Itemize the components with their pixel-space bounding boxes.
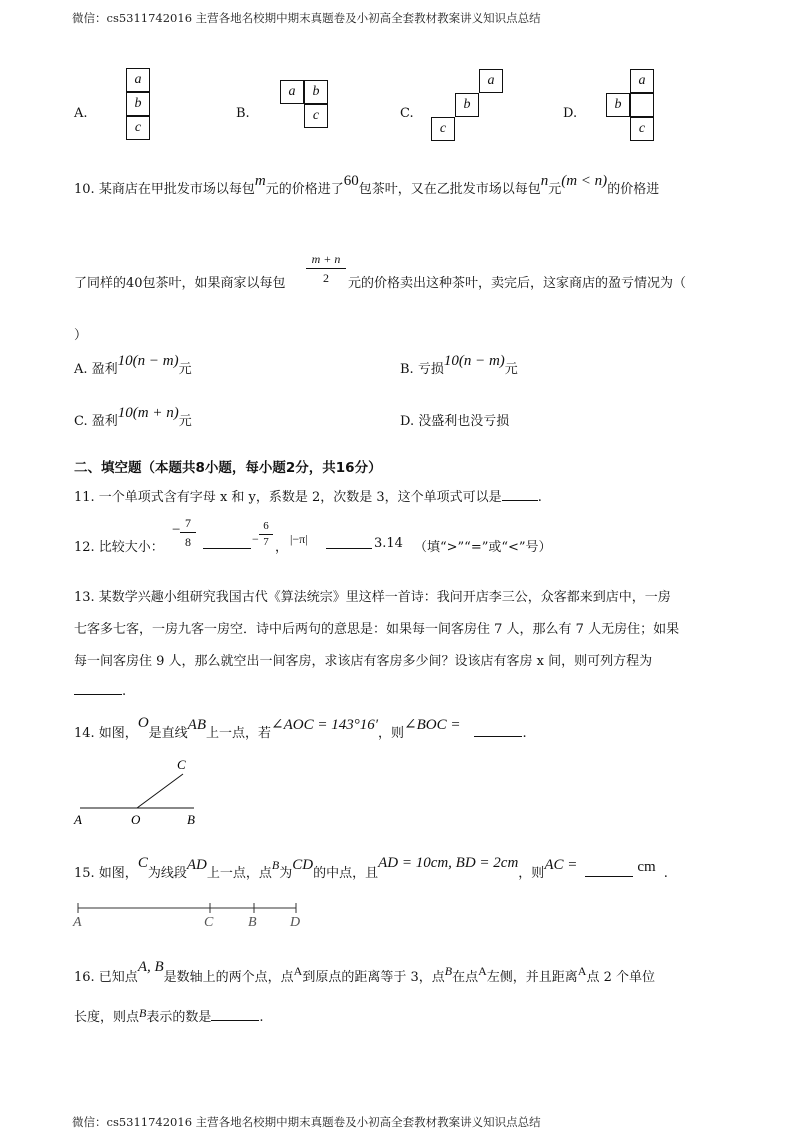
q16-end: . xyxy=(259,1010,264,1025)
q15-text-3: 为 xyxy=(279,866,293,881)
q10-option-c-expr: 10(m + n) xyxy=(117,405,179,421)
q12-value: 3.14 xyxy=(374,536,403,551)
q16-text-3: 在点 xyxy=(452,970,479,985)
q9-a-cell-b: b xyxy=(126,92,150,116)
q15-prefix: 15. 如图， xyxy=(74,866,138,881)
q15-answer-blank[interactable] xyxy=(585,864,633,877)
q15-line xyxy=(74,855,668,882)
q9-a-cell-c: c xyxy=(126,116,150,140)
q9-option-b-label: B. xyxy=(236,106,250,121)
q9-b-cell-c: c xyxy=(304,104,328,128)
q9-c-cell-b: b xyxy=(455,93,479,117)
page-header: 微信：cs5311742016 主营各地名校期中期末真题卷及小初高全套教材教案讲义知识点总结 xyxy=(72,11,541,25)
q10-option-d xyxy=(400,410,509,429)
q10-m: m xyxy=(254,173,266,189)
q10-fraction-numerator: m + n xyxy=(306,250,346,269)
q10-text-1: 某商店在甲批发市场以每包 xyxy=(98,182,255,197)
q14-text-1: 是直线 xyxy=(148,726,188,741)
q16-text-5: 点 2 个单位 xyxy=(586,970,655,985)
q9-a-cell-a: a xyxy=(126,68,150,92)
q13-line3: 每一间客房住 9 人，那么就空出一间客房，求该店有客房多少间？设该店有客房 x 间，则可列方程为 xyxy=(74,654,653,669)
q15-end: . xyxy=(663,866,668,881)
q14-given-angle: ∠AOC = 143°16′ xyxy=(271,717,378,733)
q10-option-d-label: D. 没盛利也没亏损 xyxy=(400,414,510,429)
q12-comma: ， xyxy=(275,540,289,555)
q10-option-a xyxy=(74,353,192,378)
q15-text-2: 上一点，点 xyxy=(206,866,272,881)
q15-unit: cm xyxy=(637,859,656,875)
q15-text-1: 为线段 xyxy=(147,866,187,881)
q13-end: . xyxy=(122,684,127,699)
q9-b-cell-a: a xyxy=(280,80,304,104)
q12-minus-1: − xyxy=(172,522,181,538)
q16-prefix: 16. 已知点 xyxy=(74,970,138,985)
q15-label-c: C xyxy=(204,915,214,930)
q12-blank-1-wrap xyxy=(203,536,251,553)
q15-point-b: B xyxy=(271,858,280,872)
q14-end: . xyxy=(522,726,527,741)
q14-ask-angle: ∠BOC = xyxy=(404,717,461,733)
q12-fraction-1-numerator: 7 xyxy=(180,514,196,533)
q10-sixty: 60 xyxy=(343,173,359,189)
q15-text-5: ，则 xyxy=(518,866,545,881)
q12-fraction-2-numerator: 6 xyxy=(259,519,273,535)
q15-label-a: A xyxy=(73,915,82,930)
q16-points-ab: A, B xyxy=(137,959,164,975)
q16-point-a-1: A xyxy=(293,964,303,978)
q16-answer-blank[interactable] xyxy=(211,1008,259,1021)
q13-answer-blank[interactable] xyxy=(74,682,122,695)
q15-given: AD = 10cm, BD = 2cm xyxy=(378,855,519,871)
q10-fraction-denominator: 2 xyxy=(323,271,329,285)
q13-line4 xyxy=(74,682,126,699)
q10-line1 xyxy=(74,173,660,198)
q14-text-3: ，则 xyxy=(378,726,405,741)
q9-d-cell-b: b xyxy=(606,93,630,117)
q16-line1 xyxy=(74,959,655,986)
q11-text: 11. 一个单项式含有字母 x 和 y，系数是 2，次数是 3，这个单项式可以是 xyxy=(74,490,502,505)
q15-ask: AC = xyxy=(544,857,578,873)
q10-option-b-unit: 元 xyxy=(504,362,518,377)
q14-line-ab: AB xyxy=(187,717,206,733)
q16-point-a-3: A xyxy=(577,964,587,978)
q10-option-a-expr: 10(n − m) xyxy=(117,353,179,369)
q9-b-cell-b: b xyxy=(304,80,328,104)
q10-option-b-expr: 10(n − m) xyxy=(443,353,505,369)
page-footer: 微信：cs5311742016 主营各地名校期中期末真题卷及小初高全套教材教案讲义知识点总结 xyxy=(72,1115,541,1129)
q16-text-1: 是数轴上的两个点，点 xyxy=(163,970,294,985)
q12-prefix: 12. 比较大小： xyxy=(74,540,164,555)
q10-n: n xyxy=(540,173,549,189)
q12-blank-2-wrap xyxy=(326,536,372,553)
q10-line2-b: 元的价格卖出这种茶叶，卖完后，这家商店的盈亏情况为（ xyxy=(348,276,687,291)
q11-end: . xyxy=(537,490,542,505)
q13-line2: 七客多七客，一房九客一房空．诗中后两句的意思是：如果每一间客房住 7 人，那么有 7 人无房住；如果 xyxy=(74,622,680,637)
q14-answer-blank[interactable] xyxy=(474,724,522,737)
q16-line2 xyxy=(74,1006,264,1025)
q10-option-a-unit: 元 xyxy=(178,362,192,377)
q16-line2-b: 表示的数是 xyxy=(146,1010,212,1025)
q14-line xyxy=(74,715,527,742)
q10-option-a-label: A. 盈利 xyxy=(74,362,118,377)
q12-fraction-1 xyxy=(180,514,196,551)
q16-text-2: 到原点的距离等于 3，点 xyxy=(302,970,445,985)
q14-label-c: C xyxy=(177,757,186,772)
q10-fraction xyxy=(306,250,346,287)
q16-point-a-2: A xyxy=(478,964,487,978)
q12-fraction-2-denominator: 7 xyxy=(263,536,269,548)
q10-text-5: 的价格进 xyxy=(607,182,660,197)
q13-line1: 13. 某数学兴趣小组研究我国古代《算法统宗》里这样一首诗：我问开店李三公，众客都来到店中，一房 xyxy=(74,590,671,605)
q15-figure xyxy=(70,900,310,930)
q10-option-c-label: C. 盈利 xyxy=(74,414,118,429)
q9-c-cell-c: c xyxy=(431,117,455,141)
q15-segment-cd: CD xyxy=(292,857,314,873)
q10-condition: (m < n) xyxy=(561,173,608,189)
q10-text-4: 元 xyxy=(548,182,562,197)
q10-line2-a: 了同样的40包茶叶，如果商家以每包 xyxy=(74,276,286,291)
q14-point-o: O xyxy=(137,715,149,731)
q16-text-4: 左侧，并且距离 xyxy=(486,970,578,985)
q10-option-b xyxy=(400,353,518,378)
q14-figure xyxy=(70,756,210,828)
q15-segment-ad: AD xyxy=(186,857,207,873)
q15-label-d: D xyxy=(290,915,301,930)
q12-fraction-2 xyxy=(259,519,273,550)
q15-text-4: 的中点，且 xyxy=(313,866,379,881)
q14-ray-oc xyxy=(137,774,183,808)
q14-label-a: A xyxy=(74,812,82,827)
q12-answer-blank-1[interactable] xyxy=(203,536,251,549)
q10-number: 10. xyxy=(74,182,95,197)
q10-text-3: 包茶叶，又在乙批发市场以每包 xyxy=(358,182,541,197)
q11 xyxy=(74,486,542,505)
q14-text-2: 上一点，若 xyxy=(206,726,272,741)
q12-answer-blank-2[interactable] xyxy=(326,536,372,549)
q9-c-cell-a: a xyxy=(479,69,503,93)
q11-answer-blank[interactable] xyxy=(502,488,538,501)
q9-d-cell-a: a xyxy=(630,69,654,93)
q9-d-cell-empty xyxy=(630,93,654,117)
q15-label-b: B xyxy=(248,915,257,930)
q12-hint: （填“>”“=”或“<”号） xyxy=(414,540,552,555)
q12-abs-pi: |−π| xyxy=(290,532,308,546)
q9-d-cell-c: c xyxy=(630,117,654,141)
q9-option-d-label: D. xyxy=(563,106,578,121)
q10-option-c-unit: 元 xyxy=(178,414,192,429)
q10-option-b-label: B. 亏损 xyxy=(400,362,444,377)
q10-option-c xyxy=(74,405,192,430)
q16-line2-a: 长度，则点 xyxy=(74,1010,140,1025)
q16-point-b-2: B xyxy=(139,1006,147,1020)
q10-line2 xyxy=(74,272,286,291)
q12-minus-2: − xyxy=(252,532,259,546)
q9-option-c-label: C. xyxy=(400,106,414,121)
q15-point-c: C xyxy=(137,855,148,871)
q14-label-o: O xyxy=(131,812,141,827)
q14-prefix: 14. 如图， xyxy=(74,726,138,741)
section-2-title: 二、填空题（本题共8小题，每小题2分，共16分） xyxy=(74,460,382,476)
q12-fraction-1-denominator: 8 xyxy=(185,535,191,549)
q10-line3: ） xyxy=(74,328,88,343)
q14-label-b: B xyxy=(187,812,195,827)
q9-option-a-label: A. xyxy=(74,106,88,121)
q16-point-b-1: B xyxy=(444,964,453,978)
q10-text-2: 元的价格进了 xyxy=(265,182,344,197)
